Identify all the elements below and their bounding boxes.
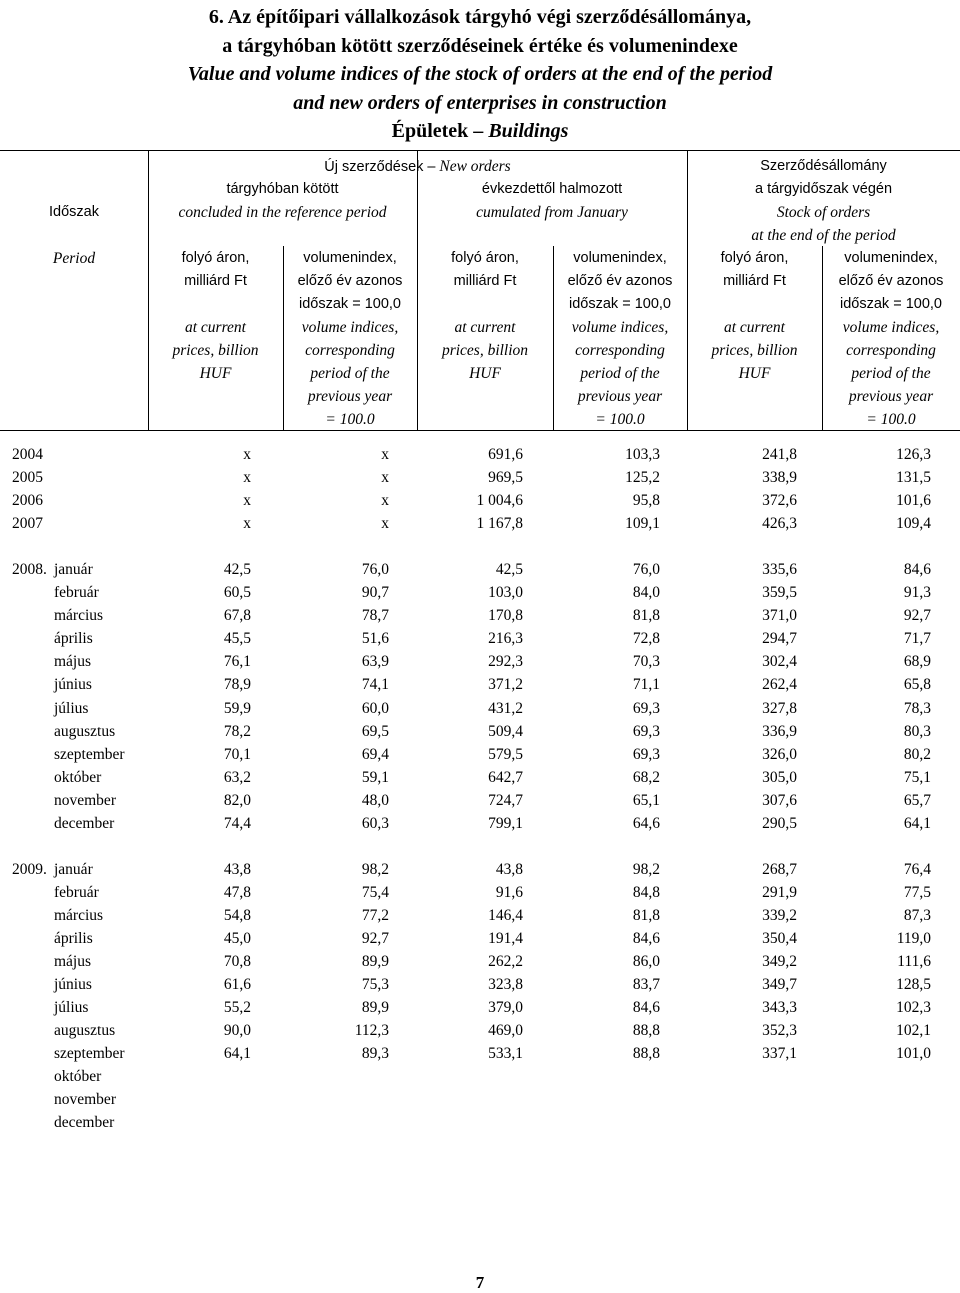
cell-col-6: 126,3	[896, 446, 931, 463]
cell-col-6: 128,5	[896, 976, 931, 994]
cell-col-4: 70,3	[632, 653, 660, 671]
cell-col-5: 268,7	[762, 860, 797, 878]
column-header-vol-en: corresponding	[305, 342, 395, 359]
cell-col-1: 76,1	[223, 653, 251, 671]
column-header-price-en: at current	[185, 319, 246, 336]
cell-col-4: 69,3	[632, 722, 660, 740]
cell-col-3: 724,7	[488, 791, 523, 809]
title-line-4: and new orders of enterprises in construction	[293, 91, 667, 114]
column-header-price-en: HUF	[199, 365, 232, 382]
cell-col-6: 77,5	[903, 883, 931, 901]
cell-col-6: 71,7	[903, 630, 931, 648]
row-month: augusztus	[54, 1022, 116, 1040]
cell-col-4: 98,2	[632, 860, 660, 878]
column-header-price-en: prices, billion	[172, 342, 259, 359]
cell-col-6: 92,7	[903, 607, 931, 625]
row-month: november	[54, 791, 116, 809]
cell-col-6: 111,6	[897, 953, 931, 970]
cell-col-4: 88,8	[632, 1022, 660, 1040]
cell-col-6: 131,5	[896, 469, 931, 487]
cell-col-6: 68,9	[903, 653, 931, 671]
cell-col-5: 290,5	[762, 814, 797, 832]
column-header-vol-en: previous year	[577, 388, 663, 405]
title-buildings-hu: Épületek –	[391, 120, 484, 142]
cell-col-4: 65,1	[632, 791, 660, 809]
cell-col-4: 72,8	[632, 630, 660, 648]
stock-header-hu: Szerződésállomány	[760, 158, 887, 174]
cell-col-1: 82,0	[223, 791, 251, 809]
cell-col-3: 799,1	[488, 814, 523, 832]
cell-col-2: 74,1	[361, 676, 389, 694]
cell-col-3: 1 004,6	[476, 492, 523, 510]
cell-col-3: 42,5	[495, 561, 523, 579]
row-year: 2006	[12, 492, 43, 510]
cell-col-6: 75,1	[903, 768, 931, 786]
title-buildings-en: Buildings	[488, 120, 569, 142]
cell-col-6: 80,2	[903, 745, 931, 763]
cell-col-5: 349,7	[762, 976, 797, 994]
cell-col-5: 350,4	[762, 929, 797, 947]
cell-col-5: 359,5	[762, 584, 797, 602]
column-header-price-hu: folyó áron,	[720, 250, 789, 266]
row-month: április	[54, 929, 93, 947]
cell-col-3: 262,2	[488, 953, 523, 970]
column-header-price-hu: milliárd Ft	[184, 273, 247, 289]
column-header-vol-en: volume indices,	[301, 319, 399, 336]
row-month: szeptember	[54, 1045, 125, 1063]
stock-sub-en-1: Stock of orders	[776, 204, 871, 221]
cell-col-1: 63,2	[223, 768, 251, 786]
cell-col-6: 65,8	[903, 676, 931, 694]
cell-col-5: 302,4	[762, 653, 797, 671]
row-month: május	[54, 653, 92, 671]
reference-period-en: concluded in the reference period	[178, 204, 387, 221]
column-header-vol-hu: volumenindex,	[573, 250, 667, 266]
cell-col-6: 78,3	[903, 699, 931, 717]
cell-col-2: 48,0	[361, 791, 389, 809]
cell-col-1: 90,0	[223, 1022, 251, 1040]
cell-col-1: x	[243, 492, 251, 510]
title-line-3: Value and volume indices of the stock of orders at the end of the period	[187, 63, 773, 85]
cell-col-4: 81,8	[632, 607, 660, 625]
cell-col-4: 86,0	[632, 953, 660, 970]
cell-col-2: x	[381, 469, 389, 487]
column-header-price-en: at current	[724, 319, 785, 336]
cell-col-1: 70,1	[223, 745, 251, 763]
cell-col-2: x	[381, 515, 389, 533]
row-month: július	[54, 999, 89, 1017]
cell-col-4: 84,6	[632, 929, 660, 947]
column-header-vol-en: volume indices,	[842, 319, 940, 336]
column-header-vol-hu: volumenindex,	[844, 250, 938, 266]
cell-col-5: 339,2	[762, 906, 797, 924]
reference-period-hu: tárgyhóban kötött	[226, 181, 339, 197]
cell-col-2: 63,9	[361, 653, 389, 671]
column-header-vol-en: = 100.0	[325, 411, 375, 428]
cell-col-1: 61,6	[223, 976, 251, 994]
cell-col-2: 112,3	[354, 1022, 389, 1040]
cell-col-4: 88,8	[632, 1045, 660, 1063]
cell-col-4: 76,0	[632, 561, 660, 579]
column-header-price-en: prices, billion	[441, 342, 529, 359]
cumulated-hu: évkezdettől halmozott	[481, 181, 623, 197]
column-header-price-hu: folyó áron,	[451, 250, 519, 266]
column-header-vol-en: corresponding	[846, 342, 936, 359]
cell-col-1: 70,8	[223, 953, 251, 970]
cell-col-6: 101,0	[896, 1045, 931, 1063]
row-year: 2005	[12, 469, 43, 487]
cell-col-2: 98,2	[361, 860, 389, 878]
cell-col-4: 68,2	[632, 768, 660, 786]
cell-col-3: 431,2	[488, 699, 523, 717]
row-year: 2007	[12, 515, 43, 533]
row-month: január	[54, 561, 93, 579]
title-line-5	[0, 117, 960, 146]
cell-col-5: 262,4	[762, 676, 797, 694]
title-line-2: a tárgyhóban kötött szerződéseinek értéke és volumenindexe	[222, 34, 738, 57]
column-header-vol-hu: előző év azonos	[567, 273, 673, 289]
cell-col-5: 307,6	[762, 791, 797, 809]
row-month: június	[54, 976, 92, 994]
cell-col-3: 509,4	[488, 722, 523, 740]
cell-col-3: 43,8	[495, 860, 523, 878]
cell-col-4: 64,6	[632, 814, 660, 832]
cell-col-2: x	[381, 492, 389, 510]
period-header-en: Period	[52, 250, 96, 267]
new-orders-header	[148, 155, 687, 179]
column-header-vol-en: corresponding	[575, 342, 665, 359]
cell-col-3: 323,8	[488, 976, 523, 994]
row-month: február	[54, 584, 99, 602]
period-header-hu: Időszak	[49, 204, 99, 220]
row-month: augusztus	[54, 722, 116, 740]
cell-col-6: 109,4	[896, 515, 931, 533]
column-header-price-en: prices, billion	[711, 342, 798, 359]
stock-sub-en-2: at the end of the period	[751, 227, 896, 244]
cell-col-3: 1 167,8	[476, 515, 523, 533]
row-month: szeptember	[54, 745, 125, 763]
cell-col-4: 69,3	[632, 745, 660, 763]
cell-col-2: x	[381, 446, 389, 463]
cell-col-2: 89,9	[361, 999, 389, 1017]
cell-col-5: 327,8	[762, 699, 797, 717]
cell-col-3: 469,0	[488, 1022, 523, 1040]
row-month: március	[54, 906, 104, 924]
column-header-vol-en: period of the	[580, 365, 660, 382]
cell-col-5: 337,1	[762, 1045, 797, 1063]
cell-col-3: 969,5	[488, 469, 523, 487]
cell-col-1: 42,5	[223, 561, 251, 579]
cell-col-1: x	[243, 446, 251, 463]
cell-col-6: 102,3	[896, 999, 931, 1017]
cell-col-6: 65,7	[903, 791, 931, 809]
cell-col-3: 103,0	[488, 584, 523, 602]
cell-col-6: 64,1	[903, 814, 931, 832]
table-title	[0, 0, 960, 146]
row-year: 2009.	[12, 860, 47, 878]
cell-col-2: 77,2	[361, 906, 389, 924]
cell-col-5: 241,8	[762, 446, 797, 463]
column-header-vol-hu: volumenindex,	[303, 250, 397, 266]
cell-col-4: 81,8	[632, 906, 660, 924]
cell-col-3: 379,0	[488, 999, 523, 1017]
cell-col-5: 349,2	[762, 953, 797, 970]
column-header-price-hu: folyó áron,	[181, 250, 250, 266]
cell-col-3: 191,4	[488, 929, 523, 947]
header-bottom-rule	[0, 430, 960, 431]
new-orders-en: New orders	[439, 158, 511, 175]
cell-col-5: 305,0	[762, 768, 797, 786]
cell-col-2: 89,3	[361, 1045, 389, 1063]
cell-col-1: 67,8	[223, 607, 251, 625]
cell-col-1: 78,9	[223, 676, 251, 694]
row-month: december	[54, 1114, 115, 1132]
cell-col-5: 326,0	[762, 745, 797, 763]
cell-col-4: 125,2	[625, 469, 660, 487]
cell-col-4: 69,3	[632, 699, 660, 717]
cell-col-2: 75,4	[361, 883, 389, 901]
cell-col-6: 76,4	[903, 860, 931, 878]
cell-col-4: 84,6	[632, 999, 660, 1017]
column-header-vol-en: previous year	[848, 388, 934, 405]
row-month: október	[54, 1068, 102, 1086]
column-header-price-en: HUF	[738, 365, 771, 382]
column-header-vol-en: period of the	[851, 365, 931, 382]
cell-col-5: 335,6	[762, 561, 797, 579]
cell-col-5: 371,0	[762, 607, 797, 625]
cell-col-2: 90,7	[361, 584, 389, 602]
column-header-vol-hu: előző év azonos	[838, 273, 944, 289]
row-month: március	[54, 607, 104, 625]
cell-col-2: 51,6	[361, 630, 389, 648]
cell-col-4: 71,1	[632, 676, 660, 694]
cell-col-3: 533,1	[488, 1045, 523, 1063]
column-header-price-hu: milliárd Ft	[723, 273, 786, 289]
cell-col-3: 642,7	[488, 768, 523, 786]
cell-col-5: 372,6	[762, 492, 797, 510]
row-year: 2008.	[12, 561, 47, 579]
row-month: december	[54, 814, 115, 832]
cell-col-4: 95,8	[632, 492, 660, 510]
cell-col-1: 45,5	[223, 630, 251, 648]
cell-col-3: 292,3	[488, 653, 523, 671]
cell-col-1: 78,2	[223, 722, 251, 740]
cell-col-3: 170,8	[488, 607, 523, 625]
cell-col-2: 92,7	[361, 929, 389, 947]
cumulated-en: cumulated from January	[476, 204, 628, 221]
column-header-vol-en: volume indices,	[571, 319, 669, 336]
cell-col-2: 59,1	[361, 768, 389, 786]
column-header-vol-en: = 100.0	[866, 411, 916, 428]
header-top-rule	[0, 150, 960, 151]
cell-col-2: 89,9	[361, 953, 389, 970]
cell-col-6: 84,6	[903, 561, 931, 579]
cell-col-2: 60,3	[361, 814, 389, 832]
cell-col-1: 47,8	[223, 883, 251, 901]
cell-col-4: 103,3	[625, 446, 660, 463]
cell-col-2: 60,0	[361, 699, 389, 717]
row-month: július	[54, 699, 89, 717]
cell-col-3: 371,2	[488, 676, 523, 694]
column-header-vol-en: = 100.0	[595, 411, 645, 428]
cell-col-6: 119,0	[896, 929, 931, 947]
cell-col-5: 343,3	[762, 999, 797, 1017]
cell-col-4: 83,7	[632, 976, 660, 994]
cell-col-6: 101,6	[896, 492, 931, 510]
cell-col-2: 69,5	[361, 722, 389, 740]
row-month: június	[54, 676, 92, 694]
cell-col-5: 338,9	[762, 469, 797, 487]
cell-col-2: 75,3	[361, 976, 389, 994]
column-header-vol-hu: időszak = 100,0	[299, 296, 401, 312]
cell-col-1: 60,5	[223, 584, 251, 602]
cell-col-5: 352,3	[762, 1022, 797, 1040]
column-header-vol-en: previous year	[307, 388, 393, 405]
cell-col-1: 45,0	[223, 929, 251, 947]
column-header-vol-hu: időszak = 100,0	[840, 296, 942, 312]
cell-col-1: 59,9	[223, 699, 251, 717]
cell-col-6: 80,3	[903, 722, 931, 740]
new-orders-hu: Új szerződések –	[324, 159, 436, 175]
stock-sub-hu: a tárgyidőszak végén	[754, 181, 893, 197]
cell-col-3: 146,4	[488, 906, 523, 924]
cell-col-1: 55,2	[223, 999, 251, 1017]
title-line-1: 6. Az építőipari vállalkozások tárgyhó végi szerződésállománya,	[208, 6, 752, 28]
cell-col-3: 579,5	[488, 745, 523, 763]
cell-col-4: 84,0	[632, 584, 660, 602]
cell-col-3: 216,3	[488, 630, 523, 648]
cell-col-4: 84,8	[632, 883, 660, 901]
cell-col-4: 109,1	[625, 515, 660, 533]
cell-col-6: 102,1	[896, 1022, 931, 1040]
cell-col-6: 91,3	[903, 584, 931, 602]
row-month: február	[54, 883, 99, 901]
cell-col-2: 69,4	[361, 745, 389, 763]
row-month: november	[54, 1091, 116, 1109]
row-month: április	[54, 630, 93, 648]
column-header-vol-en: period of the	[310, 365, 390, 382]
cell-col-3: 91,6	[495, 883, 523, 901]
cell-col-5: 291,9	[762, 883, 797, 901]
column-header-vol-hu: előző év azonos	[297, 273, 403, 289]
cell-col-3: 691,6	[488, 446, 523, 463]
cell-col-1: 54,8	[223, 906, 251, 924]
cell-col-1: x	[243, 469, 251, 487]
cell-col-1: x	[243, 515, 251, 533]
column-header-price-en: HUF	[469, 365, 501, 382]
cell-col-5: 336,9	[762, 722, 797, 740]
cell-col-2: 78,7	[361, 607, 389, 625]
column-header-price-hu: milliárd Ft	[453, 273, 517, 289]
column-header-price-en: at current	[454, 319, 516, 336]
cell-col-1: 64,1	[223, 1045, 251, 1063]
row-year: 2004	[12, 446, 43, 463]
cell-col-5: 294,7	[762, 630, 797, 648]
cell-col-6: 87,3	[903, 906, 931, 924]
row-month: október	[54, 768, 102, 786]
column-header-vol-hu: időszak = 100,0	[569, 296, 671, 312]
cell-col-1: 74,4	[223, 814, 251, 832]
row-month: január	[54, 860, 93, 878]
cell-col-2: 76,0	[361, 561, 389, 579]
cell-col-5: 426,3	[762, 515, 797, 533]
row-month: május	[54, 953, 92, 970]
page-number: 7	[475, 1273, 485, 1292]
cell-col-1: 43,8	[223, 860, 251, 878]
